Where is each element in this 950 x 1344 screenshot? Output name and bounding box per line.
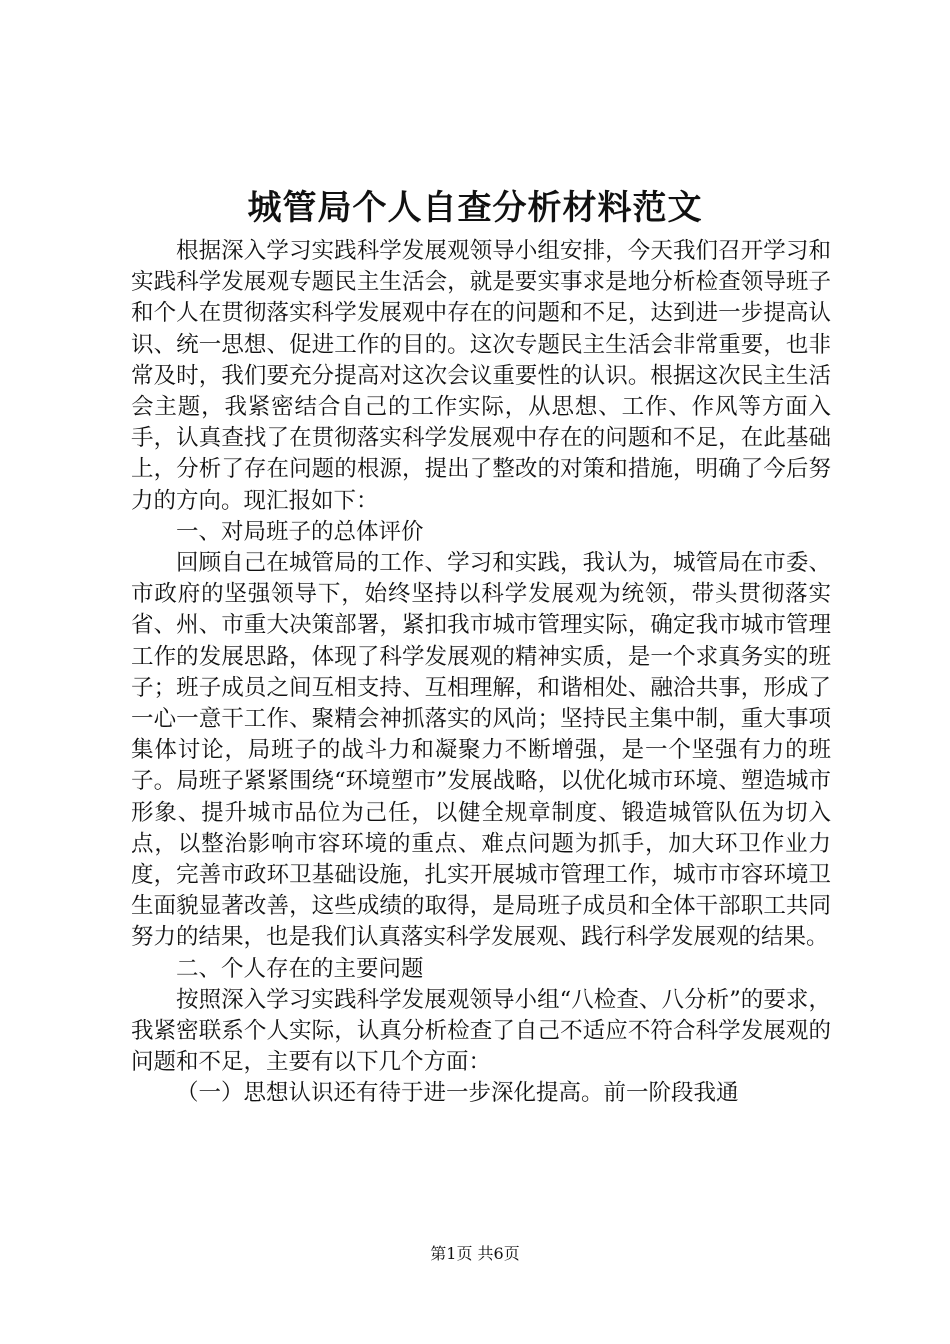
paragraph-evaluation: 回顾自己在城管局的工作、学习和实践，我认为，城管局在市委、市政府的坚强领导下，始终坚持以科学发展观为统领，带头贯彻落实省、州、市重大决策部署，紧扣我市城市管理实际，确定我市城市管理工作的发展思路，体现了科学发展观的精神实质，是一个求真务实的班子；班子成员之间互相支持、互相理解，和谐相处、融洽共事，形成了一心一意干工作、聚精会神抓落实的风尚；坚持民主集中制，重大事项集体讨论，局班子的战斗力和凝聚力不断增强，是一个坚强有力的班子。局班子紧紧围绕“环境塑市”发展战略，以优化城市环境、塑造城市形象、提升城市品位为己任，以健全规章制度、锻造城管队伍为切入点，以整治影响市容环境的重点、难点问题为抓手，加大环卫作业力度，完善市政环卫基础设施，扎实开展城市管理工作，城市市容环境卫生面貌显著改善，这些成绩的取得，是局班子成员和全体干部职工共同努力的结果，也是我们认真落实科学发展观、践行科学发展观的结果。	[131, 550, 831, 951]
section-heading-1: 一、对局班子的总体评价	[176, 518, 424, 545]
paragraph-intro: 根据深入学习实践科学发展观领导小组安排，今天我们召开学习和实践科学发展观专题民主生活会，就是要实事求是地分析检查领导班子和个人在贯彻落实科学发展观中存在的问题和不足，达到进一步提高认识、统一思想、促进工作的目的。这次专题民主生活会非常重要，也非常及时，我们要充分提高对这次会议重要性的认识。根据这次民主生活会主题，我紧密结合自己的工作实际，从思想、工作、作风等方面入手，认真查找了在贯彻落实科学发展观中存在的问题和不足，在此基础上，分析了存在问题的根源，提出了整改的对策和措施，明确了今后努力的方向。现汇报如下：	[131, 238, 831, 514]
page-number-footer: 第1页 共6页	[430, 1244, 520, 1263]
document-title: 城管局个人自查分析材料范文	[247, 188, 703, 228]
document-body	[131, 236, 831, 1110]
paragraph-problems-intro: 按照深入学习实践科学发展观领导小组“八检查、八分析”的要求，我紧密联系个人实际，认真分析检查了自己不适应不符合科学发展观的问题和不足，主要有以下几个方面：	[131, 986, 831, 1076]
paragraph-problem-1: （一）思想认识还有待于进一步深化提高。前一阶段我通	[176, 1080, 739, 1107]
section-heading-2: 二、个人存在的主要问题	[176, 955, 424, 982]
